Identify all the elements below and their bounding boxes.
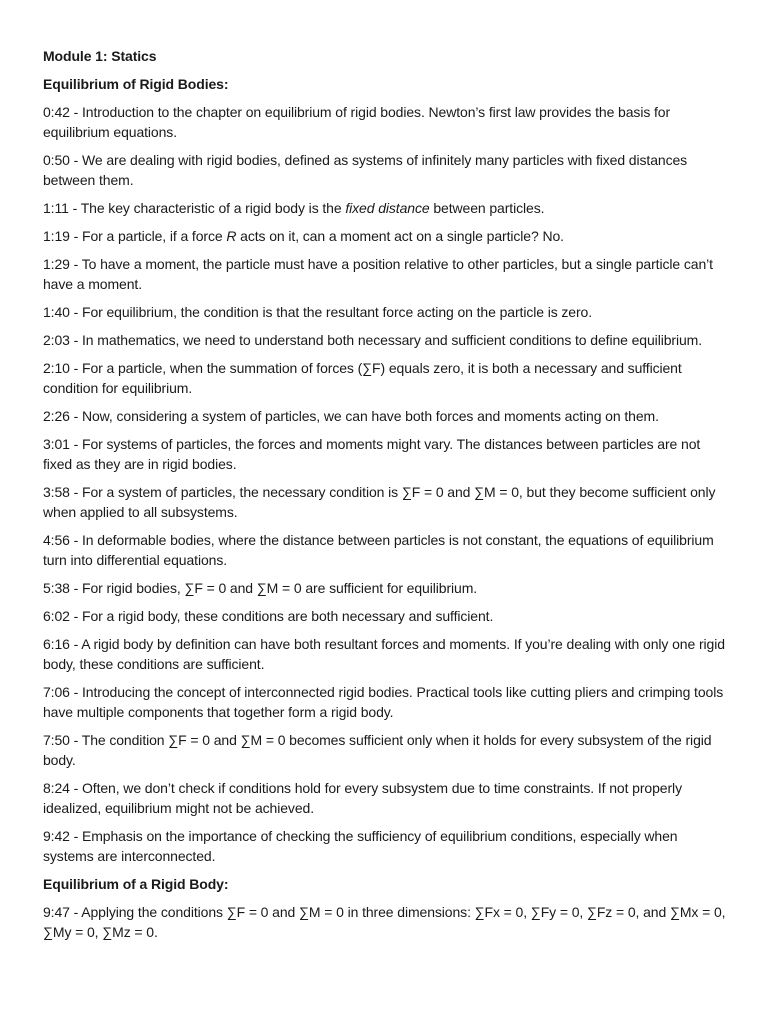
timestamp-note	[43, 578, 731, 598]
note-text: 8:24 - Often, we don’t check if conditions hold for every subsystem due to time constraints. If not properly idealized, equilibrium might not be achieved.	[43, 780, 682, 816]
note-text: 4:56 - In deformable bodies, where the distance between particles is not constant, the equations of equilibrium turn into differential equations.	[43, 532, 714, 568]
note-text: 3:58 - For a system of particles, the necessary condition is ∑F = 0 and ∑M = 0, but they become sufficient only when applied to all subsystems.	[43, 484, 716, 520]
timestamp-note	[43, 254, 731, 294]
timestamp-note	[43, 406, 731, 426]
note-text: 7:06 - Introducing the concept of interconnected rigid bodies. Practical tools like cutting pliers and crimping tools have multiple components that together form a rigid body.	[43, 684, 724, 720]
timestamp-note	[43, 150, 731, 190]
note-text: 6:16 - A rigid body by definition can have both resultant forces and moments. If you’re dealing with only one rigid body, these conditions are sufficient.	[43, 636, 725, 672]
timestamp-note	[43, 778, 731, 818]
note-text: 3:01 - For systems of particles, the forces and moments might vary. The distances between particles are not fixed as they are in rigid bodies.	[43, 436, 701, 472]
note-emphasis: fixed distance	[345, 200, 430, 216]
note-text-continued: between particles.	[429, 200, 545, 216]
note-text: 2:26 - Now, considering a system of particles, we can have both forces and moments acting on them.	[43, 408, 659, 424]
note-text-continued: acts on it, can a moment act on a single particle? No.	[236, 228, 564, 244]
timestamp-note	[43, 102, 731, 142]
note-text: 0:50 - We are dealing with rigid bodies, defined as systems of infinitely many particles with fixed distances between them.	[43, 152, 688, 188]
note-text: 2:03 - In mathematics, we need to understand both necessary and sufficient conditions to define equilibrium.	[43, 332, 703, 348]
note-text: 0:42 - Introduction to the chapter on equilibrium of rigid bodies. Newton’s first law provides the basis for equilibrium equations.	[43, 104, 671, 140]
timestamp-note	[43, 606, 731, 626]
note-text: 9:47 - Applying the conditions ∑F = 0 and ∑M = 0 in three dimensions: ∑Fx = 0, ∑Fy = 0, ∑Fz = 0, and ∑Mx = 0, ∑My = 0, ∑Mz = 0.	[43, 904, 726, 940]
timestamp-note	[43, 682, 731, 722]
note-text: 1:40 - For equilibrium, the condition is that the resultant force acting on the particle is zero.	[43, 304, 593, 320]
note-text: 2:10 - For a particle, when the summation of forces (∑F) equals zero, it is both a necessary and sufficient condition for equilibrium.	[43, 360, 682, 396]
section-title-equilibrium-of-a-rigid-body: Equilibrium of a Rigid Body:	[43, 876, 229, 892]
timestamp-note	[43, 902, 731, 942]
note-text: 6:02 - For a rigid body, these conditions are both necessary and sufficient.	[43, 608, 494, 624]
note-text: 7:50 - The condition ∑F = 0 and ∑M = 0 becomes sufficient only when it holds for every subsystem of the rigid body.	[43, 732, 712, 768]
note-text: 1:29 - To have a moment, the particle must have a position relative to other particles, but a single particle can’t have a moment.	[43, 256, 713, 292]
document-page	[43, 46, 731, 950]
timestamp-note	[43, 358, 731, 398]
timestamp-note	[43, 634, 731, 674]
module-title: Module 1: Statics	[43, 48, 157, 64]
note-emphasis: R	[226, 228, 237, 244]
timestamp-note	[43, 198, 731, 218]
note-text: 1:19 - For a particle, if a force	[43, 228, 227, 244]
note-text: 9:42 - Emphasis on the importance of checking the sufficiency of equilibrium conditions, especially when systems are interconnected.	[43, 828, 678, 864]
timestamp-note	[43, 530, 731, 570]
timestamp-note	[43, 434, 731, 474]
timestamp-note	[43, 730, 731, 770]
timestamp-note	[43, 302, 731, 322]
timestamp-note	[43, 482, 731, 522]
timestamp-notes-list	[43, 102, 731, 866]
note-text: 5:38 - For rigid bodies, ∑F = 0 and ∑M = 0 are sufficient for equilibrium.	[43, 580, 478, 596]
section-title-equilibrium-of-rigid-bodies: Equilibrium of Rigid Bodies:	[43, 76, 229, 92]
timestamp-note	[43, 826, 731, 866]
timestamp-note	[43, 226, 731, 246]
timestamp-notes-list-2	[43, 902, 731, 942]
timestamp-note	[43, 330, 731, 350]
note-text: 1:11 - The key characteristic of a rigid body is the	[43, 200, 346, 216]
